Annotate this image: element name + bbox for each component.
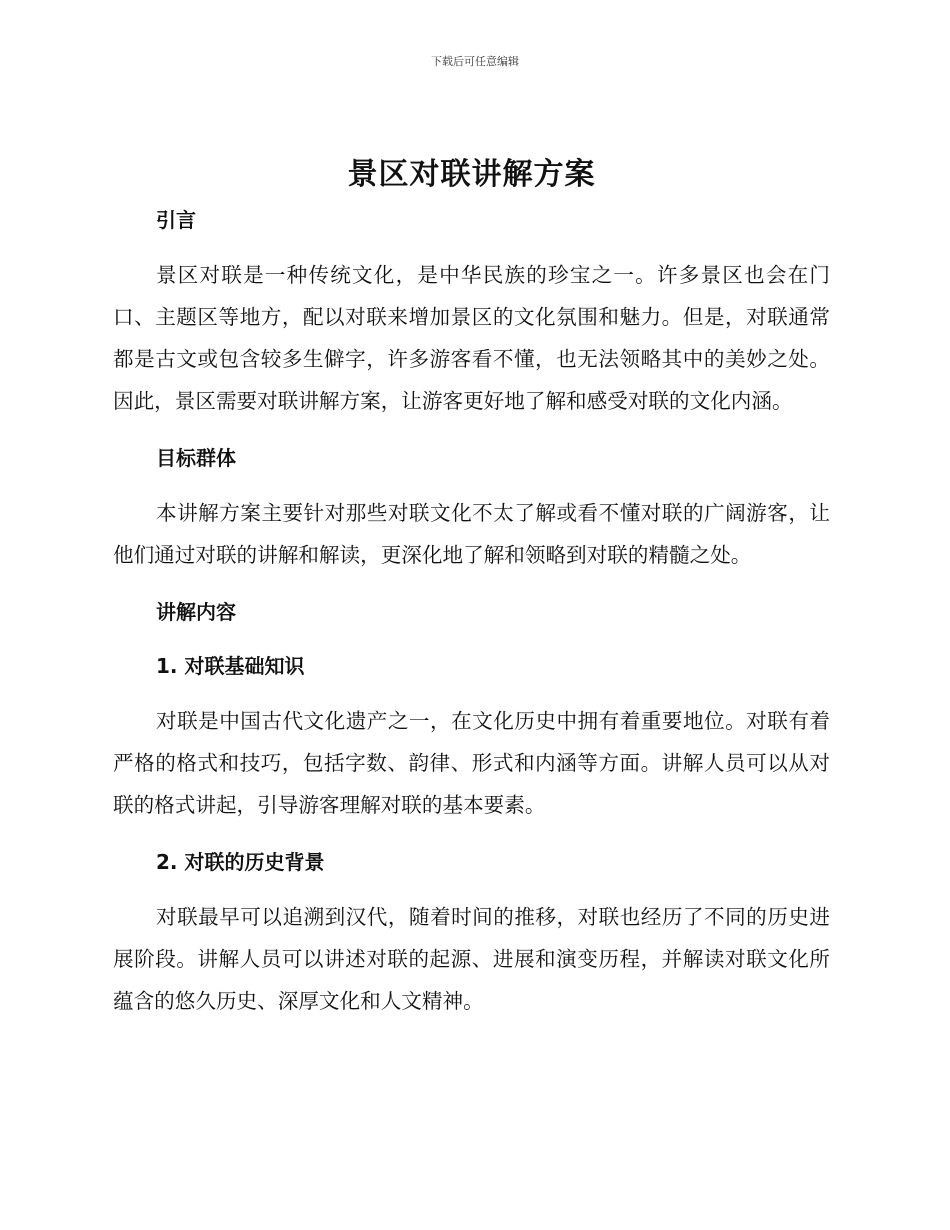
section-heading-target: 目标群体 [156,446,236,470]
paragraph-history: 对联最早可以追溯到汉代，随着时间的推移，对联也经历了不同的历史进展阶段。讲解人员可以讲述对联的起源、进展和演变历程，并解读对联文化所蕴含的悠久历史、深厚文化和人文精神。 [113,905,830,1013]
document-title: 景区对联讲解方案 [347,157,596,192]
paragraph-target: 本讲解方案主要针对那些对联文化不太了解或看不懂对联的广阔游客，让他们通过对联的讲解和解读，更深化地了解和领略到对联的精髓之处。 [113,501,830,567]
document-body [113,146,830,1022]
header-note: 下载后可任意编辑 [431,55,519,68]
section-heading-history: 2. 对联的历史背景 [156,850,325,874]
paragraph-intro: 景区对联是一种传统文化，是中华民族的珍宝之一。许多景区也会在门口、主题区等地方，配以对联来增加景区的文化氛围和魅力。但是，对联通常都是古文或包含较多生僻字，许多游客看不懂，也无法领略其中的美妙之处。因此，景区需要对联讲解方案，让游客更好地了解和感受对联的文化内涵。 [113,263,830,413]
section-heading-content: 讲解内容 [156,600,236,624]
section-heading-intro: 引言 [156,208,196,232]
section-heading-basics: 1. 对联基础知识 [156,654,305,678]
paragraph-basics: 对联是中国古代文化遗产之一，在文化历史中拥有着重要地位。对联有着严格的格式和技巧，包括字数、韵律、形式和内涵等方面。讲解人员可以从对联的格式讲起，引导游客理解对联的基本要素。 [113,709,830,817]
